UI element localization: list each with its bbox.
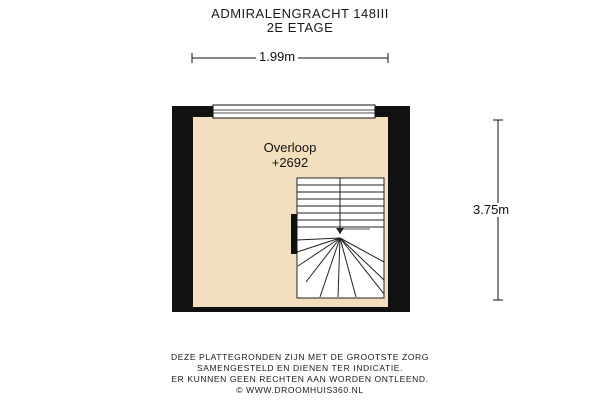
plan-floor-title: 2E ETAGE	[266, 20, 334, 35]
disclaimer-line-3: ER KUNNEN GEEN RECHTEN AAN WORDEN ONTLEEND.	[171, 374, 429, 384]
disclaimer-line-1: DEZE PLATTEGRONDEN ZIJN MET DE GROOTSTE ZORG	[171, 352, 429, 362]
staircase	[297, 178, 384, 298]
room-name: Overloop	[263, 140, 317, 155]
stair-railing	[291, 214, 297, 254]
depth-dimension-label: 3.75m	[470, 203, 512, 217]
disclaimer-copyright: © WWW.DROOMHUIS360.NL	[236, 385, 364, 395]
room-label-overloop	[240, 140, 340, 170]
width-dimension-label: 1.99m	[256, 50, 298, 64]
window	[213, 105, 375, 118]
disclaimer-line-2: SAMENGESTELD EN DIENEN TER INDICATIE.	[196, 363, 404, 373]
plan-address-title: ADMIRALENGRACHT 148III	[211, 6, 389, 21]
room-height: +2692	[271, 155, 309, 170]
